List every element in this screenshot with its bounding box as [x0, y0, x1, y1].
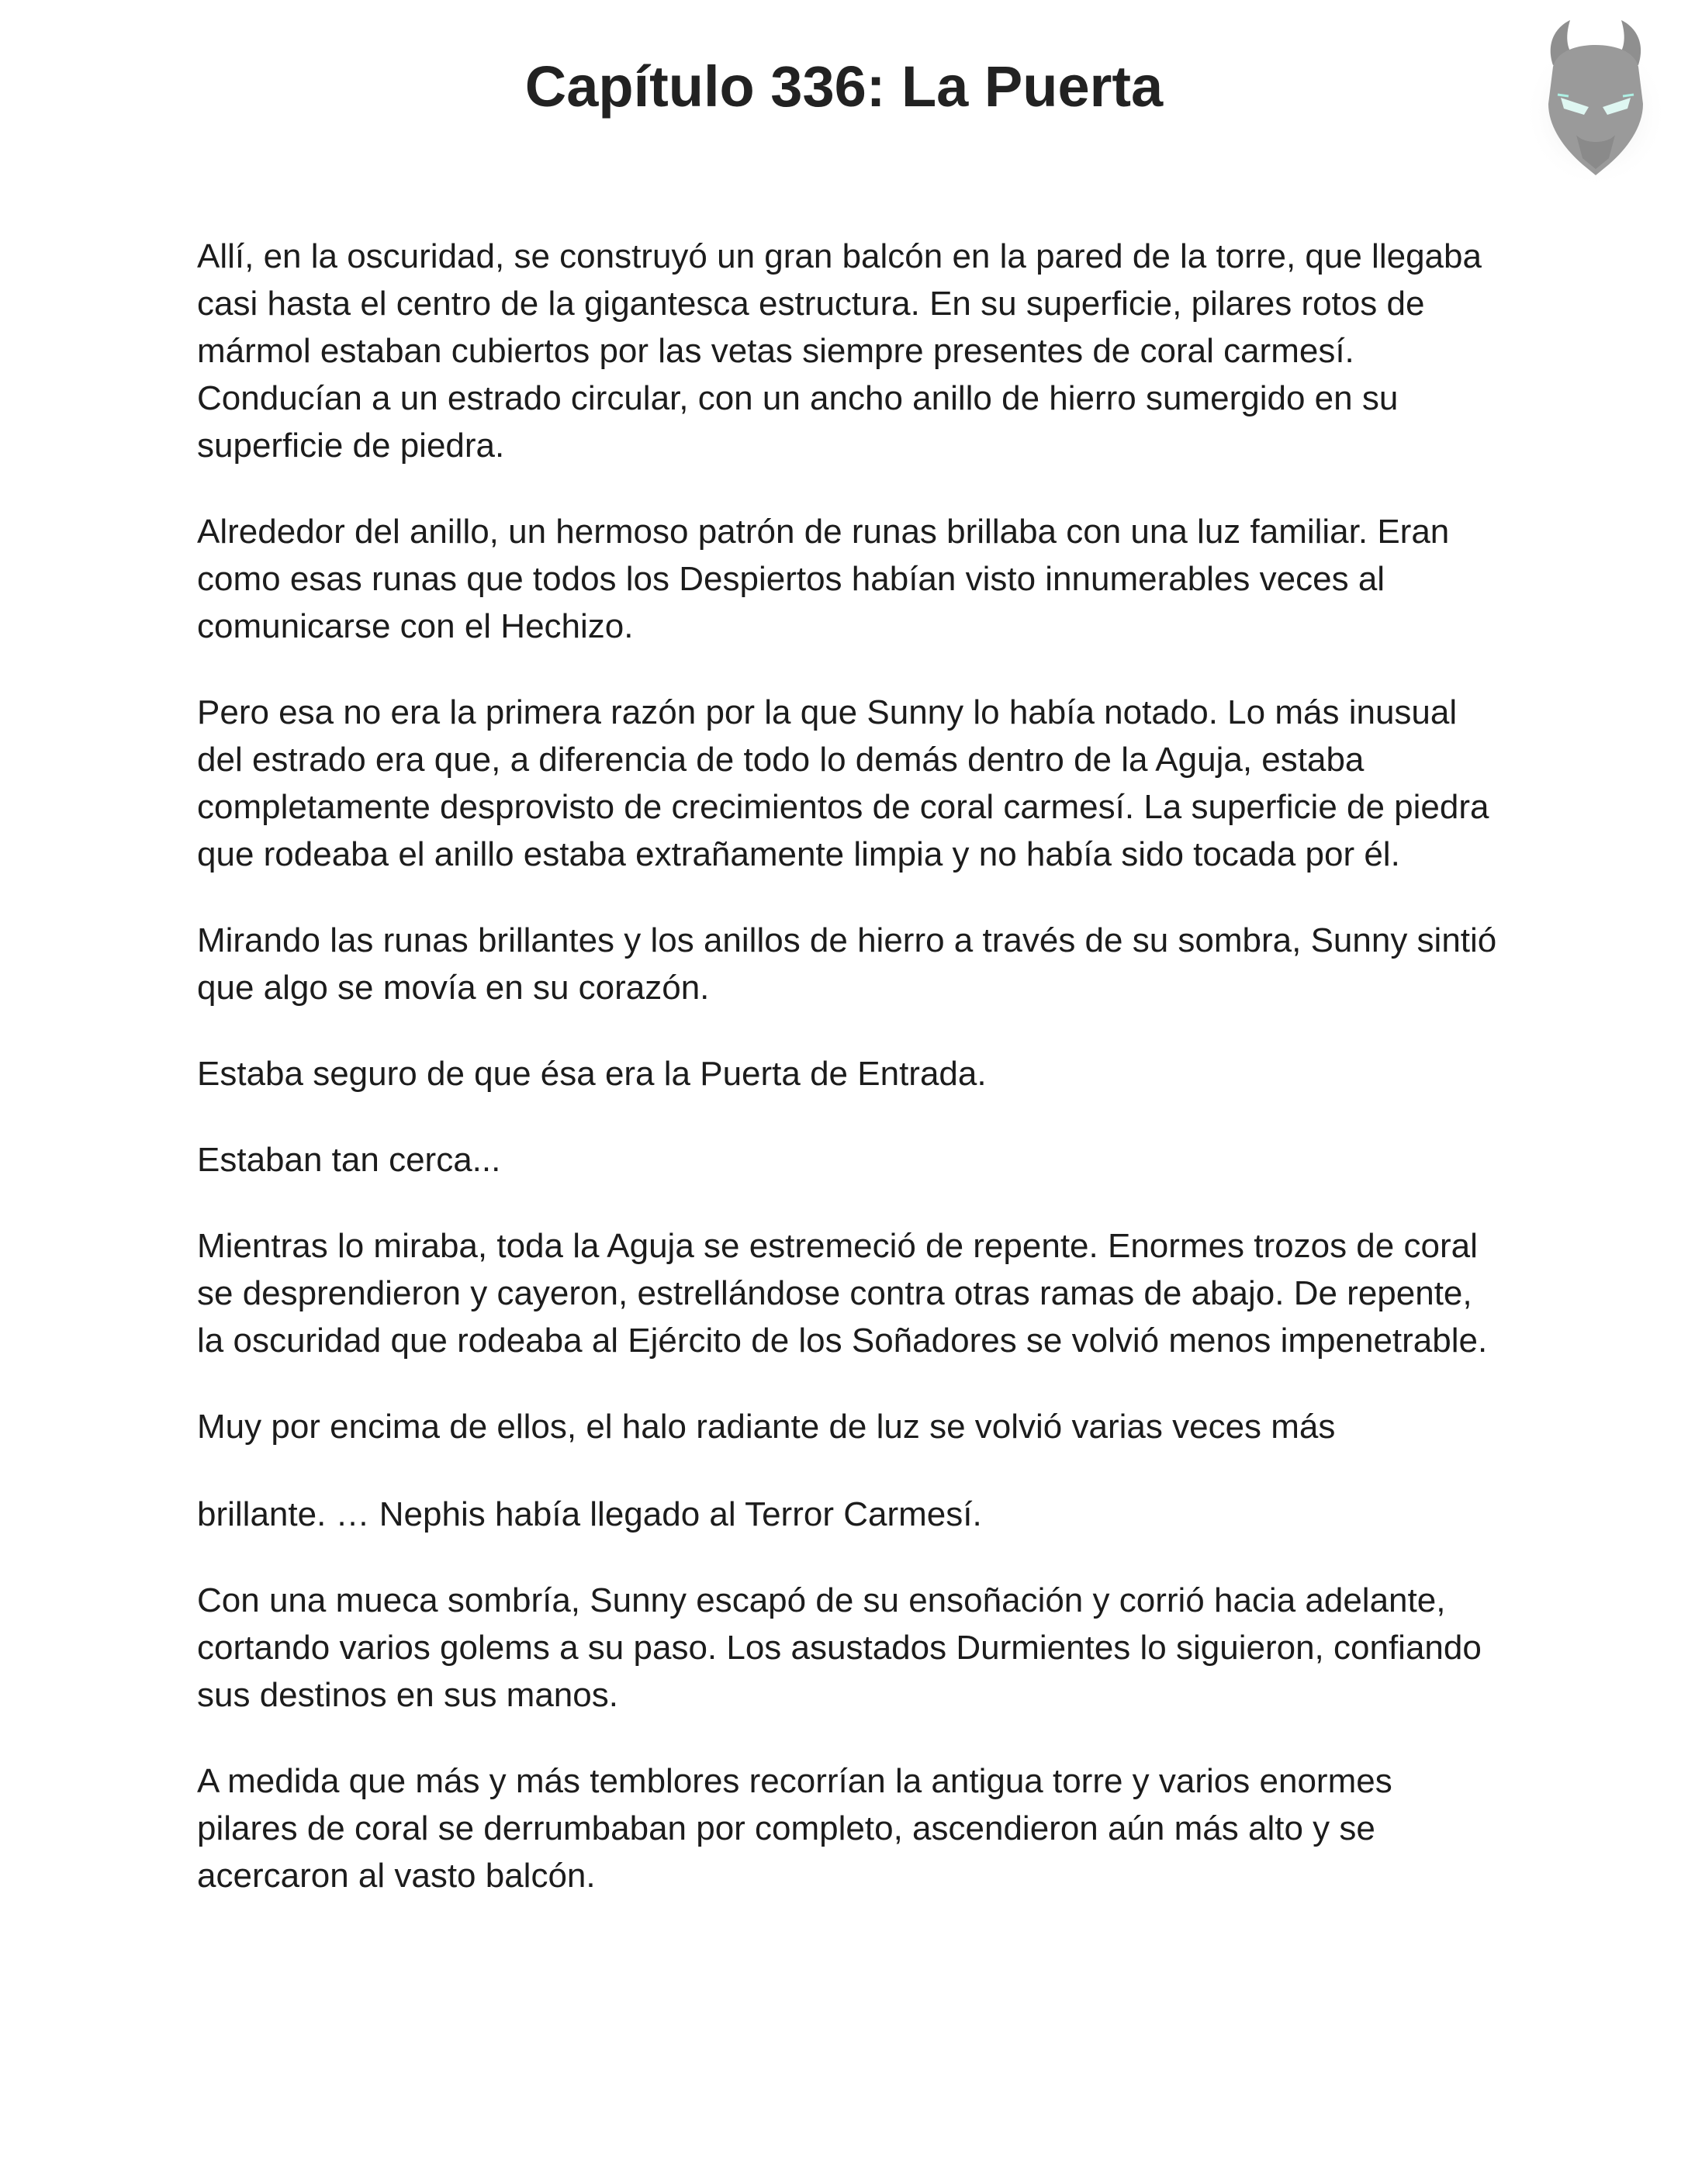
chapter-body — [197, 233, 1500, 1938]
paragraph: Muy por encima de ellos, el halo radiante de luz se volvió varias veces más — [197, 1408, 1336, 1446]
paragraph: Estaba seguro de que ésa era la Puerta de Entrada. — [197, 1055, 987, 1093]
chapter-title: Capítulo 336: La Puerta — [524, 54, 1164, 119]
paragraph: Mientras lo miraba, toda la Aguja se estremeció de repente. Enormes trozos de coral se desprendieron y cayeron, estrellándose contra otras ramas de abajo. De repente, la oscuridad que rodeaba al Ejército de los Soñadores se volvió menos impenetrable. — [197, 1227, 1488, 1360]
paragraph: Allí, en la oscuridad, se construyó un gran balcón en la pared de la torre, que llegaba casi hasta el centro de la gigantesca estructura. En su superficie, pilares rotos de mármol estaban cubiertos por las vetas siempre presentes de coral carmesí. Conducían a un estrado circular, con un ancho anillo de hierro sumergido en su superficie de piedra. — [197, 237, 1482, 465]
paragraph: Estaban tan cerca... — [197, 1141, 501, 1179]
paragraph: Alrededor del anillo, un hermoso patrón de runas brillaba con una luz familiar. Eran como esas runas que todos los Despiertos habían visto innumerables veces al comunicarse con el Hechizo. — [197, 513, 1450, 645]
paragraph: A medida que más y más temblores recorrían la antigua torre y varios enormes pilares de coral se derrumbaban por completo, ascendieron aún más alto y se acercaron al vasto balcón. — [197, 1762, 1392, 1895]
paragraph: Pero esa no era la primera razón por la que Sunny lo había notado. Lo más inusual del estrado era que, a diferencia de todo lo demás dentro de la Aguja, estaba completamente desprovisto de crecimientos de coral carmesí. La superficie de piedra que rodeaba el anillo estaba extrañamente limpia y no había sido tocada por él. — [197, 693, 1489, 873]
paragraph: Mirando las runas brillantes y los anillos de hierro a través de su sombra, Sunny sintió que algo se movía en su corazón. — [197, 921, 1497, 1007]
demon-head-icon — [1522, 11, 1669, 189]
paragraph: Con una mueca sombría, Sunny escapó de su ensoñación y corrió hacia adelante, cortando varios golems a su paso. Los asustados Durmientes lo siguieron, confiando sus destinos en sus manos. — [197, 1581, 1482, 1714]
paragraph: brillante. … Nephis había llegado al Terror Carmesí. — [197, 1495, 982, 1533]
